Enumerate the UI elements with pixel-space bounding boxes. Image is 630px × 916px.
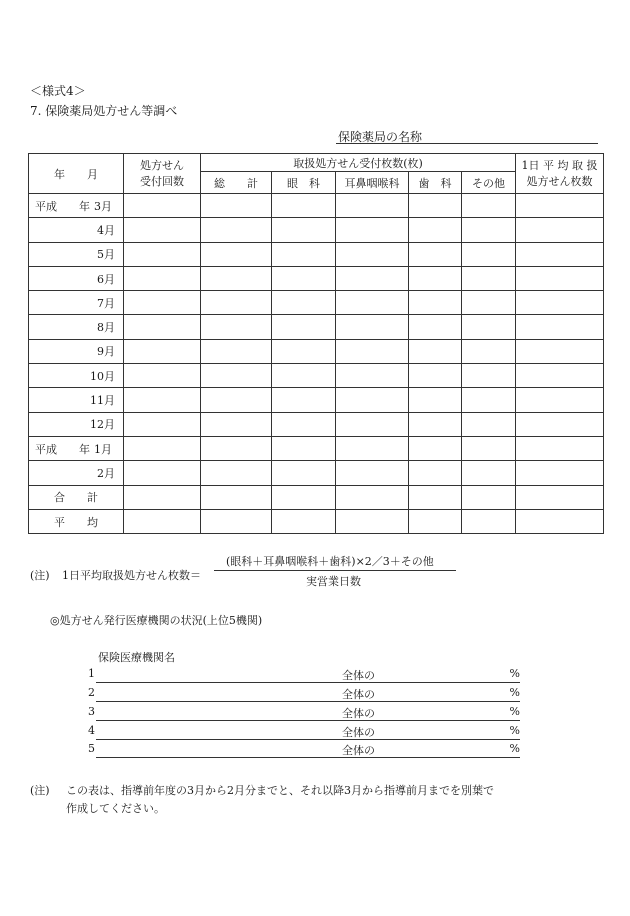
cell-daily-avg[interactable] (516, 242, 604, 266)
pharmacy-name-label: 保険薬局の名称 (338, 130, 423, 144)
institutions-title: ◎処方せん発行医療機関の状況(上位5機関) (50, 614, 263, 627)
cell-year-month[interactable] (29, 339, 124, 363)
cell-dental[interactable] (409, 339, 462, 363)
cell-year-month[interactable] (29, 315, 124, 339)
header-other: その他 (462, 172, 516, 194)
month-label: 5月 (97, 248, 115, 262)
header-rx-count-l2: 受付回数 (140, 174, 184, 188)
institution-rank: 4 (88, 724, 95, 737)
cell-other[interactable] (462, 364, 516, 388)
cell-daily-avg[interactable] (516, 436, 604, 460)
cell-dental[interactable] (409, 364, 462, 388)
month-label: 12月 (90, 418, 115, 432)
cell-eye[interactable] (272, 509, 336, 533)
cell-daily-avg[interactable] (516, 218, 604, 242)
cell-year-month[interactable] (29, 291, 124, 315)
cell-rx-count[interactable] (124, 242, 201, 266)
cell-daily-avg[interactable] (516, 509, 604, 533)
formula-lhs: 1日平均取扱処方せん枚数＝ (62, 569, 201, 582)
cell-total[interactable] (201, 388, 272, 412)
cell-total[interactable] (201, 194, 272, 218)
cell-rx-count[interactable] (124, 485, 201, 509)
cell-rx-count[interactable] (124, 364, 201, 388)
cell-dental[interactable] (409, 242, 462, 266)
table-row (29, 266, 604, 290)
table-row (29, 291, 604, 315)
prescription-table (28, 153, 604, 534)
formula-denominator: 実営業日数 (306, 575, 361, 588)
cell-rx-count[interactable] (124, 291, 201, 315)
table-row (29, 364, 604, 388)
institution-name-line[interactable] (96, 720, 520, 721)
cell-total[interactable] (201, 485, 272, 509)
cell-ent[interactable] (336, 339, 409, 363)
cell-year-month[interactable] (29, 218, 124, 242)
cell-ent[interactable] (336, 242, 409, 266)
cell-daily-avg[interactable] (516, 315, 604, 339)
cell-year-month[interactable] (29, 436, 124, 460)
footnote-line1: この表は、指導前年度の3月から2月分までと、それ以降3月から指導前月までを別葉で (66, 784, 494, 797)
cell-dental[interactable] (409, 291, 462, 315)
formula-note-label: (注) (30, 569, 50, 582)
month-label: 3月 (94, 199, 112, 213)
cell-eye[interactable] (272, 266, 336, 290)
cell-year-month[interactable] (29, 242, 124, 266)
cell-daily-avg[interactable] (516, 388, 604, 412)
cell-other[interactable] (462, 266, 516, 290)
cell-ent[interactable] (336, 194, 409, 218)
table-row (29, 339, 604, 363)
cell-rx-count[interactable] (124, 412, 201, 436)
cell-other[interactable] (462, 242, 516, 266)
cell-total[interactable] (201, 436, 272, 460)
percent-sign: % (509, 705, 520, 718)
percent-sign: % (509, 742, 520, 755)
cell-total[interactable] (201, 509, 272, 533)
header-year-month: 年 月 (29, 154, 124, 194)
cell-eye[interactable] (272, 436, 336, 460)
cell-ent[interactable] (336, 485, 409, 509)
table-row (29, 388, 604, 412)
cell-other[interactable] (462, 194, 516, 218)
cell-ent[interactable] (336, 461, 409, 485)
cell-other[interactable] (462, 461, 516, 485)
cell-other[interactable] (462, 291, 516, 315)
table-row (29, 218, 604, 242)
cell-ent[interactable] (336, 509, 409, 533)
cell-rx-count[interactable] (124, 339, 201, 363)
section-title: 7. 保険薬局処方せん等調べ (30, 104, 178, 118)
cell-rx-count[interactable] (124, 436, 201, 460)
cell-eye[interactable] (272, 242, 336, 266)
percent-sign: % (509, 667, 520, 680)
table-row (29, 194, 604, 218)
cell-total[interactable] (201, 364, 272, 388)
cell-eye[interactable] (272, 291, 336, 315)
footnote-label: (注) (30, 784, 50, 797)
header-daily-avg-l2: 処方せん枚数 (526, 174, 593, 188)
era-label: 平成 年 (35, 199, 90, 213)
cell-eye[interactable] (272, 388, 336, 412)
cell-daily-avg[interactable] (516, 461, 604, 485)
cell-total[interactable] (201, 291, 272, 315)
month-label: 7月 (97, 296, 115, 310)
cell-ent[interactable] (336, 218, 409, 242)
institution-rank: 5 (88, 742, 95, 755)
table-body (29, 194, 604, 534)
month-label: 1月 (94, 442, 112, 456)
cell-rx-count[interactable] (124, 461, 201, 485)
cell-eye[interactable] (272, 364, 336, 388)
total-row (29, 485, 604, 509)
cell-dental[interactable] (409, 388, 462, 412)
header-ent: 耳鼻咽喉科 (336, 172, 409, 194)
cell-other[interactable] (462, 315, 516, 339)
cell-year-month[interactable] (29, 194, 124, 218)
cell-year-month[interactable] (29, 412, 124, 436)
cell-dental[interactable] (409, 485, 462, 509)
cell-dental[interactable] (409, 194, 462, 218)
cell-total[interactable] (201, 315, 272, 339)
cell-dental[interactable] (409, 218, 462, 242)
cell-rx-count[interactable] (124, 218, 201, 242)
cell-other[interactable] (462, 218, 516, 242)
header-total: 総 計 (201, 172, 272, 194)
cell-daily-avg[interactable] (516, 194, 604, 218)
table-row (29, 436, 604, 460)
cell-ent[interactable] (336, 266, 409, 290)
footnote-line2: 作成してください。 (66, 802, 165, 815)
share-label: 全体の (342, 726, 375, 739)
cell-daily-avg[interactable] (516, 364, 604, 388)
month-label: 4月 (97, 223, 115, 237)
header-rx-count (124, 154, 201, 194)
institution-row (88, 742, 520, 759)
table-row (29, 315, 604, 339)
cell-total[interactable] (201, 461, 272, 485)
institutions-name-header: 保険医療機関名 (98, 651, 175, 664)
institution-name-line[interactable] (96, 739, 520, 740)
cell-dental[interactable] (409, 509, 462, 533)
month-label: 8月 (97, 321, 115, 335)
cell-total[interactable] (201, 242, 272, 266)
cell-rx-count[interactable] (124, 315, 201, 339)
cell-other[interactable] (462, 339, 516, 363)
cell-dental[interactable] (409, 412, 462, 436)
pharmacy-name-line[interactable] (336, 143, 598, 144)
total-row-label: 合 計 (29, 485, 124, 509)
share-label: 全体の (342, 688, 375, 701)
cell-ent[interactable] (336, 364, 409, 388)
cell-year-month[interactable] (29, 266, 124, 290)
month-label: 9月 (97, 345, 115, 359)
month-label: 11月 (90, 394, 115, 408)
table-row (29, 242, 604, 266)
cell-ent[interactable] (336, 436, 409, 460)
cell-rx-count[interactable] (124, 266, 201, 290)
table-row (29, 461, 604, 485)
percent-sign: % (509, 724, 520, 737)
institution-name-line[interactable] (96, 701, 520, 702)
cell-dental[interactable] (409, 461, 462, 485)
share-label: 全体の (342, 707, 375, 720)
institution-rank: 1 (88, 667, 95, 680)
cell-daily-avg[interactable] (516, 291, 604, 315)
cell-eye[interactable] (272, 485, 336, 509)
institution-name-line[interactable] (96, 682, 520, 683)
cell-ent[interactable] (336, 388, 409, 412)
cell-total[interactable] (201, 266, 272, 290)
share-label: 全体の (342, 669, 375, 682)
cell-eye[interactable] (272, 339, 336, 363)
cell-year-month[interactable] (29, 364, 124, 388)
institution-row (88, 705, 520, 722)
formula-fraction-bar (214, 570, 456, 571)
cell-other[interactable] (462, 436, 516, 460)
cell-ent[interactable] (336, 291, 409, 315)
cell-rx-count[interactable] (124, 194, 201, 218)
institution-name-line[interactable] (96, 757, 520, 758)
percent-sign: % (509, 686, 520, 699)
cell-dental[interactable] (409, 315, 462, 339)
cell-daily-avg[interactable] (516, 266, 604, 290)
table-row (29, 412, 604, 436)
cell-daily-avg[interactable] (516, 339, 604, 363)
cell-dental[interactable] (409, 266, 462, 290)
header-dental: 歯 科 (409, 172, 462, 194)
formula-numerator: (眼科＋耳鼻咽喉科＋歯科)×2／3＋その他 (226, 555, 434, 568)
cell-other[interactable] (462, 412, 516, 436)
cell-eye[interactable] (272, 218, 336, 242)
form-label: ＜様式4＞ (30, 84, 86, 98)
cell-ent[interactable] (336, 315, 409, 339)
cell-year-month[interactable] (29, 461, 124, 485)
cell-daily-avg[interactable] (516, 412, 604, 436)
cell-eye[interactable] (272, 194, 336, 218)
institution-row (88, 686, 520, 703)
institution-row (88, 667, 520, 684)
cell-eye[interactable] (272, 412, 336, 436)
institution-rank: 2 (88, 686, 95, 699)
month-label: 6月 (97, 272, 115, 286)
average-row-label: 平 均 (29, 509, 124, 533)
cell-total[interactable] (201, 218, 272, 242)
cell-eye[interactable] (272, 461, 336, 485)
cell-ent[interactable] (336, 412, 409, 436)
header-rx-count-l1: 処方せん (140, 158, 184, 172)
cell-other[interactable] (462, 509, 516, 533)
month-label: 2月 (97, 466, 115, 480)
cell-total[interactable] (201, 339, 272, 363)
share-label: 全体の (342, 744, 375, 757)
header-eye: 眼 科 (272, 172, 336, 194)
cell-dental[interactable] (409, 436, 462, 460)
institution-rank: 3 (88, 705, 95, 718)
institution-row (88, 724, 520, 741)
cell-daily-avg[interactable] (516, 485, 604, 509)
cell-eye[interactable] (272, 315, 336, 339)
header-daily-avg-l1: 1日 平 均 取 扱 (521, 158, 598, 172)
header-daily-avg (516, 154, 604, 194)
header-handled-group: 取扱処方せん受付枚数(枚) (201, 154, 516, 172)
cell-rx-count[interactable] (124, 509, 201, 533)
era-label: 平成 年 (35, 442, 90, 456)
cell-year-month[interactable] (29, 388, 124, 412)
cell-other[interactable] (462, 388, 516, 412)
cell-rx-count[interactable] (124, 388, 201, 412)
month-label: 10月 (90, 369, 115, 383)
cell-total[interactable] (201, 412, 272, 436)
average-row (29, 509, 604, 533)
cell-other[interactable] (462, 485, 516, 509)
